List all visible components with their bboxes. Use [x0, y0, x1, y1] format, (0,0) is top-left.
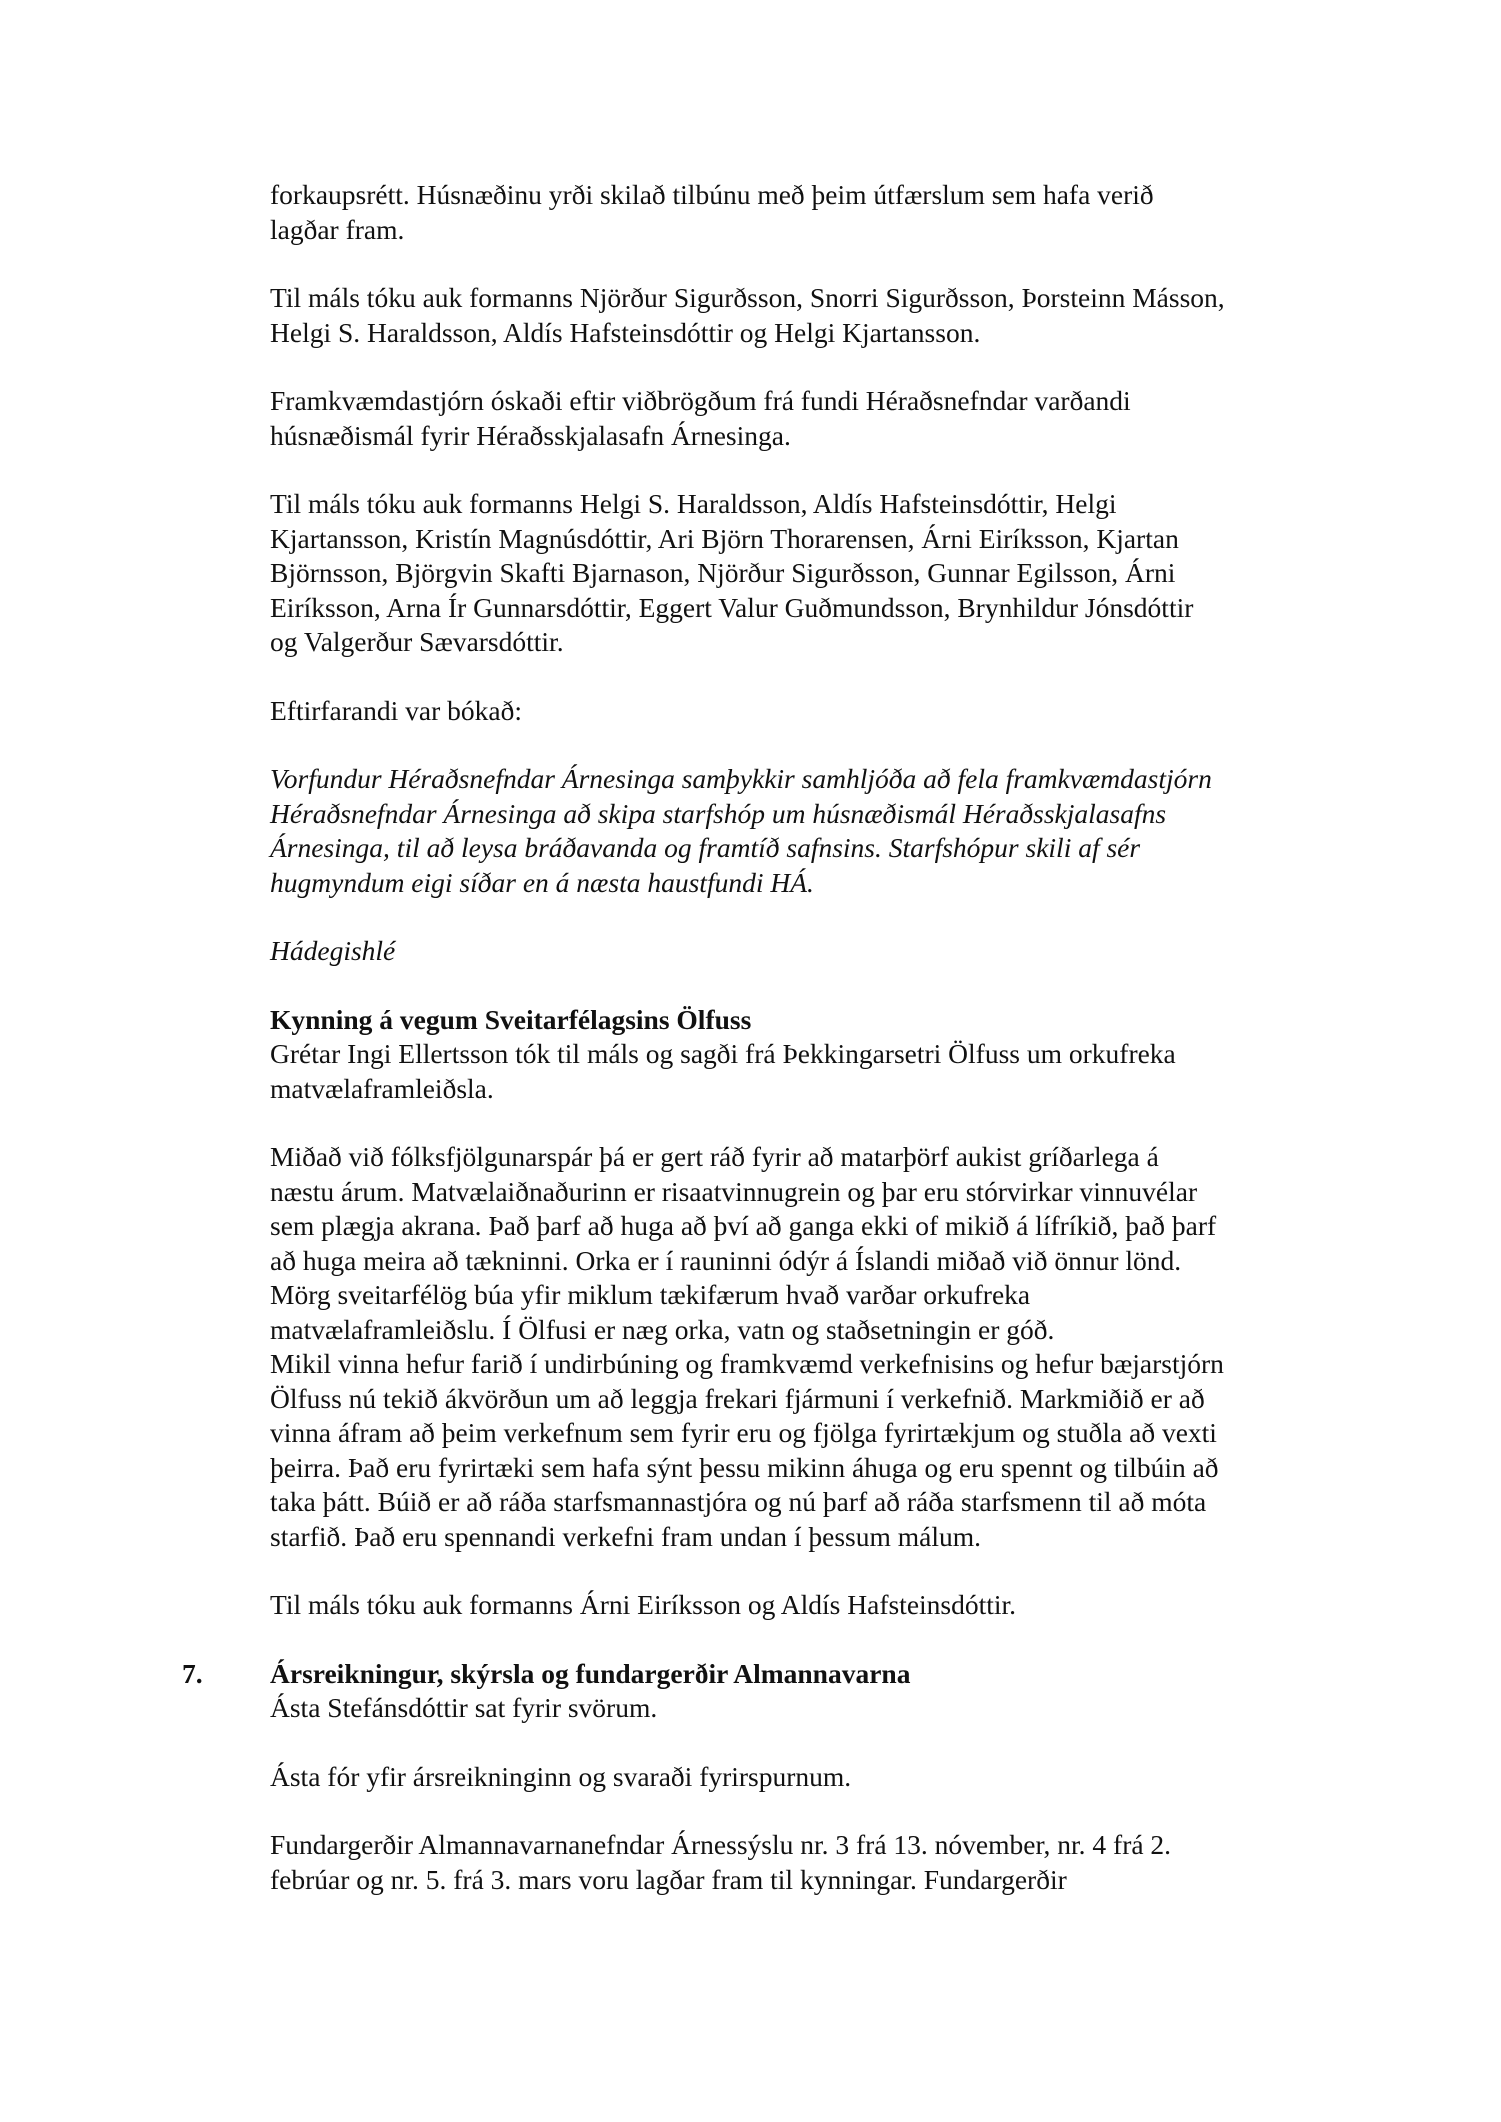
text-line: Miðað við fólksfjölgunarspár þá er gert ráð fyrir að matarþörf aukist gríðarlega á: [270, 1141, 1159, 1172]
text-line: starfið. Það eru spennandi verkefni fram undan í þessum málum.: [270, 1520, 981, 1552]
text-line: Mörg sveitarfélög búa yfir miklum tækifærum hvað varðar orkufreka: [270, 1279, 1031, 1310]
text-line: þeirra. Það eru fyrirtæki sem hafa sýnt þessu mikinn áhuga og eru spennt og tilbúin að: [270, 1451, 1219, 1483]
agenda-item-number: 7.: [182, 1657, 203, 1689]
section-kynning: [270, 1003, 1340, 1107]
text-line: Til máls tóku auk formanns Árni Eiríksson og Aldís Hafsteinsdóttir.: [270, 1589, 1017, 1620]
text-line: Til máls tóku auk formanns Njörður Sigurðsson, Snorri Sigurðsson, Þorsteinn Másson,: [270, 282, 1225, 313]
text-line: sem plægja akrana. Það þarf að huga að því að ganga ekki of mikið á lífríkið, það þarf: [270, 1210, 1217, 1241]
section-heading: Kynning á vegum Sveitarfélagsins Ölfuss: [270, 1003, 752, 1035]
text-line: matvælaframleiðsla.: [270, 1072, 494, 1104]
text-line: Fundargerðir Almannavarnanefndar Árnessýslu nr. 3 frá 13. nóvember, nr. 4 frá 2.: [270, 1829, 1172, 1860]
text-line: Til máls tóku auk formanns Helgi S. Haraldsson, Aldís Hafsteinsdóttir, Helgi: [270, 488, 1117, 519]
text-line: Eiríksson, Arna Ír Gunnarsdóttir, Eggert Valur Guðmundsson, Brynhildur Jónsdóttir: [270, 591, 1194, 623]
text-line: Framkvæmdastjórn óskaði eftir viðbrögðum frá fundi Héraðsnefndar varðandi: [270, 385, 1131, 416]
text-line: Kjartansson, Kristín Magnúsdóttir, Ari Björn Thorarensen, Árni Eiríksson, Kjartan: [270, 522, 1179, 554]
resolution-text: [270, 762, 1340, 900]
paragraph-arsreikningur: [270, 1760, 1340, 1795]
text-line: og Valgerður Sævarsdóttir.: [270, 626, 564, 657]
text-line: Helgi S. Haraldsson, Aldís Hafsteinsdóttir og Helgi Kjartansson.: [270, 316, 981, 348]
text-line: Björnsson, Björgvin Skafti Bjarnason, Njörður Sigurðsson, Gunnar Egilsson, Árni: [270, 557, 1176, 588]
text-line: Vorfundur Héraðsnefndar Árnesinga samþykkir samhljóða að fela framkvæmdastjórn: [270, 763, 1212, 794]
agenda-item-heading: Ársreikningur, skýrsla og fundargerðir Almannavarna: [270, 1657, 911, 1689]
paragraph-framkvaemdastjorn: [270, 384, 1340, 453]
text-line: hugmyndum eigi síðar en á næsta haustfundi HÁ.: [270, 866, 814, 898]
paragraph-presentation-body: [270, 1140, 1340, 1554]
text-line: Ölfuss nú tekið ákvörðun um að leggja frekari fjármuni í verkefnið. Markmiðið er að: [270, 1382, 1205, 1414]
text-line: febrúar og nr. 5. frá 3. mars voru lagðar fram til kynningar. Fundargerðir: [270, 1863, 1067, 1895]
lunch-break-note: [270, 934, 1340, 969]
text-line: forkaupsrétt. Húsnæðinu yrði skilað tilbúnu með þeim útfærslum sem hafa verið: [270, 179, 1154, 210]
paragraph-speakers-2: [270, 487, 1340, 660]
text-line: Ásta fór yfir ársreikninginn og svaraði fyrirspurnum.: [270, 1760, 852, 1792]
text-line: Ásta Stefánsdóttir sat fyrir svörum.: [270, 1692, 658, 1723]
paragraph-speakers-1: [270, 281, 1340, 350]
paragraph-fundargerdir: [270, 1828, 1340, 1897]
document-page: [182, 178, 1340, 1931]
text-line: næstu árum. Matvælaiðnaðurinn er risaatvinnugrein og þar eru stórvirkar vinnuvélar: [270, 1175, 1198, 1207]
text-line: Eftirfarandi var bókað:: [270, 694, 522, 726]
paragraph-bokad: [270, 694, 1340, 729]
text-line: lagðar fram.: [270, 213, 405, 245]
text-line: Árnesinga, til að leysa bráðavanda og framtíð safnsins. Starfshópur skili af sér: [270, 832, 1141, 863]
paragraph-forkaupsrett: [270, 178, 1340, 247]
agenda-item-7: [182, 1657, 1340, 1726]
paragraph-speakers-3: [270, 1588, 1340, 1623]
text-line: húsnæðismál fyrir Héraðsskjalasafn Árnesinga.: [270, 419, 791, 451]
text-line: Mikil vinna hefur farið í undirbúning og framkvæmd verkefnisins og hefur bæjarstjórn: [270, 1348, 1224, 1379]
text-line: að huga meira að tækninni. Orka er í rauninni ódýr á Íslandi miðað við önnur lönd.: [270, 1244, 1182, 1276]
text-line: matvælaframleiðslu. Í Ölfusi er næg orka, vatn og staðsetningin er góð.: [270, 1313, 1055, 1345]
text-line: Grétar Ingi Ellertsson tók til máls og sagði frá Þekkingarsetri Ölfuss um orkufreka: [270, 1038, 1176, 1069]
text-line: Hádegishlé: [270, 935, 396, 966]
text-line: vinna áfram að þeim verkefnum sem fyrir eru og fjölga fyrirtækjum og stuðla að vexti: [270, 1417, 1217, 1448]
text-line: Héraðsnefndar Árnesinga að skipa starfshóp um húsnæðismál Héraðsskjalasafns: [270, 797, 1167, 829]
text-line: taka þátt. Búið er að ráða starfsmannastjóra og nú þarf að ráða starfsmenn til að móta: [270, 1486, 1207, 1517]
